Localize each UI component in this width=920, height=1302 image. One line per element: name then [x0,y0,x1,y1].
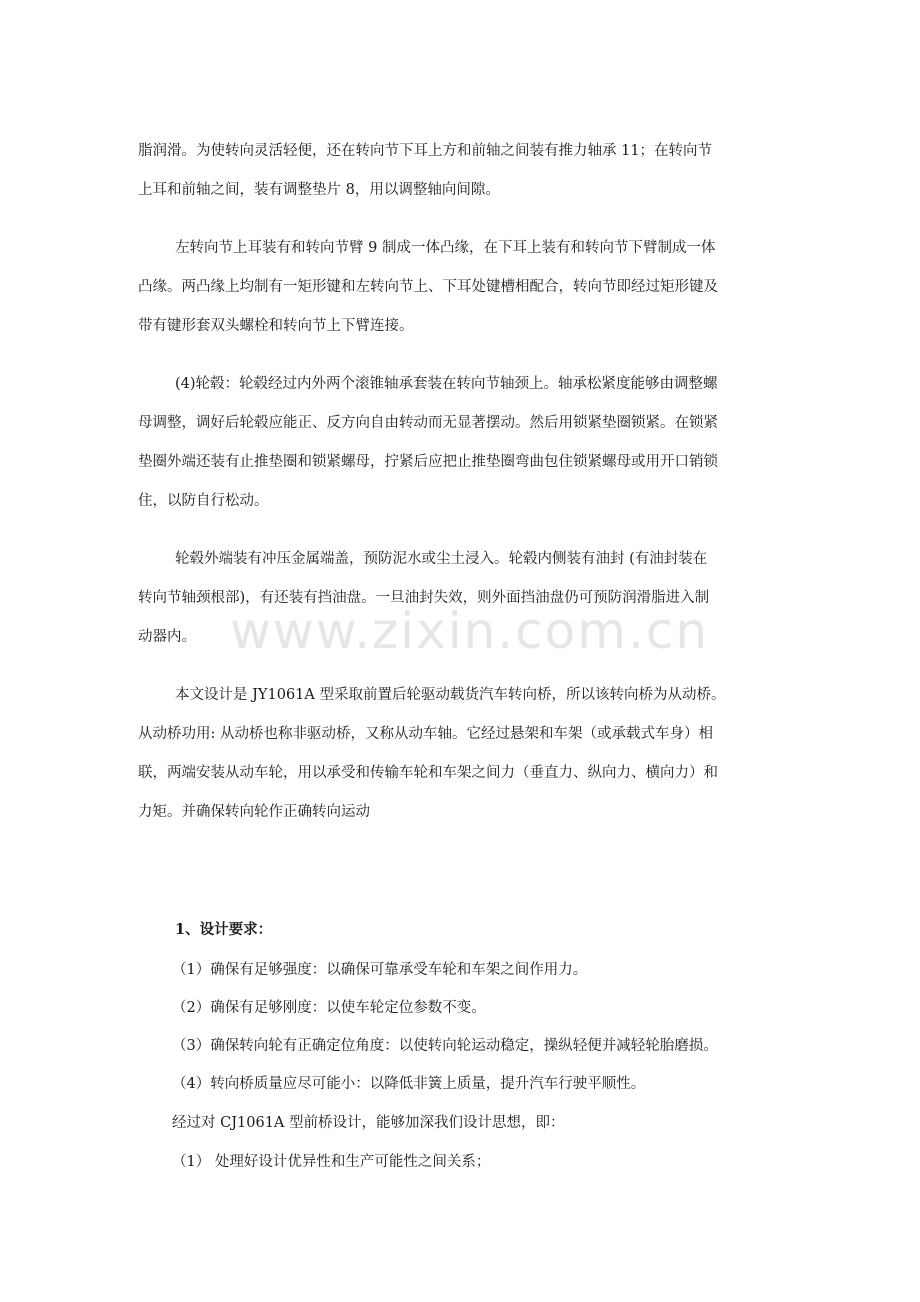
requirement-item: （3）确保转向轮有正确定位角度：以使转向轮运动稳定，操纵轻便并减轻轮胎磨损。 [172,1038,718,1054]
paragraph-line: 垫圈外端还装有止推垫圈和锁紧螺母，拧紧后应把止推垫圈弯曲包住锁紧螺母或用开口销锁 [138,454,718,470]
paragraph-line: 上耳和前轴之间，装有调整垫片 8，用以调整轴向间隙。 [138,182,500,198]
paragraph-line: 动器内。 [138,629,196,645]
watermark: www.zixin.com.cn [230,602,710,660]
requirement-item: （4）转向桥质量应尽可能小：以降低非簧上质量，提升汽车行驶平顺性。 [172,1076,646,1092]
paragraph-line: 母调整，调好后轮毂应能正、反方向自由转动而无显著摆动。然后用锁紧垫圈锁紧。在锁紧 [138,415,718,431]
requirement-item: （2）确保有足够刚度：以使车轮定位参数不变。 [172,1000,486,1016]
paragraph-line: 住，以防自行松动。 [138,493,269,509]
paragraph-line: (4)轮毂：轮毂经过内外两个滚锥轴承套装在转向节轴颈上。轴承松紧度能够由调整螺 [175,376,718,392]
requirement-item: （1）确保有足够强度：以确保可靠承受车轮和车架之间作用力。 [172,962,588,978]
paragraph-line: 转向节轴颈根部)，有还装有挡油盘。一旦油封失效，则外面挡油盘仍可预防润滑脂进入制 [138,590,710,606]
point-item: （1） 处理好设计优异性和生产可能性之间关系； [172,1154,491,1170]
paragraph-line: 从动桥功用: 从动桥也称非驱动桥，又称从动车轴。它经过悬架和车架（或承载式车身）相 [138,726,713,742]
paragraph-line: 力矩。并确保转向轮作正确转向运动 [138,804,370,820]
paragraph-line: 凸缘。两凸缘上均制有一矩形键和左转向节上、下耳处键槽相配合，转向节即经过矩形键及 [138,279,718,295]
paragraph-line: 带有键形套双头螺栓和转向节上下臂连接。 [138,318,414,334]
section-heading: 1、设计要求： [175,921,273,938]
paragraph-line: 联，两端安装从动车轮，用以承受和传输车轮和车架之间力（垂直力、纵向力、横向力）和 [138,765,718,781]
paragraph-line: 脂润滑。为使转向灵活轻便，还在转向节下耳上方和前轴之间装有推力轴承 11；在转向节 [138,143,713,159]
summary-line: 经过对 CJ1061A 型前桥设计，能够加深我们设计思想，即： [172,1115,565,1131]
paragraph-line: 轮毂外端装有冲压金属端盖，预防泥水或尘土浸入。轮毂内侧装有油封 (有油封装在 [175,551,708,567]
paragraph-line: 左转向节上耳装有和转向节臂 9 制成一体凸缘，在下耳上装有和转向节下臂制成一体 [175,240,716,256]
paragraph-line: 本文设计是 JY1061A 型采取前置后轮驱动载货汽车转向桥，所以该转向桥为从动桥。 [175,687,726,703]
